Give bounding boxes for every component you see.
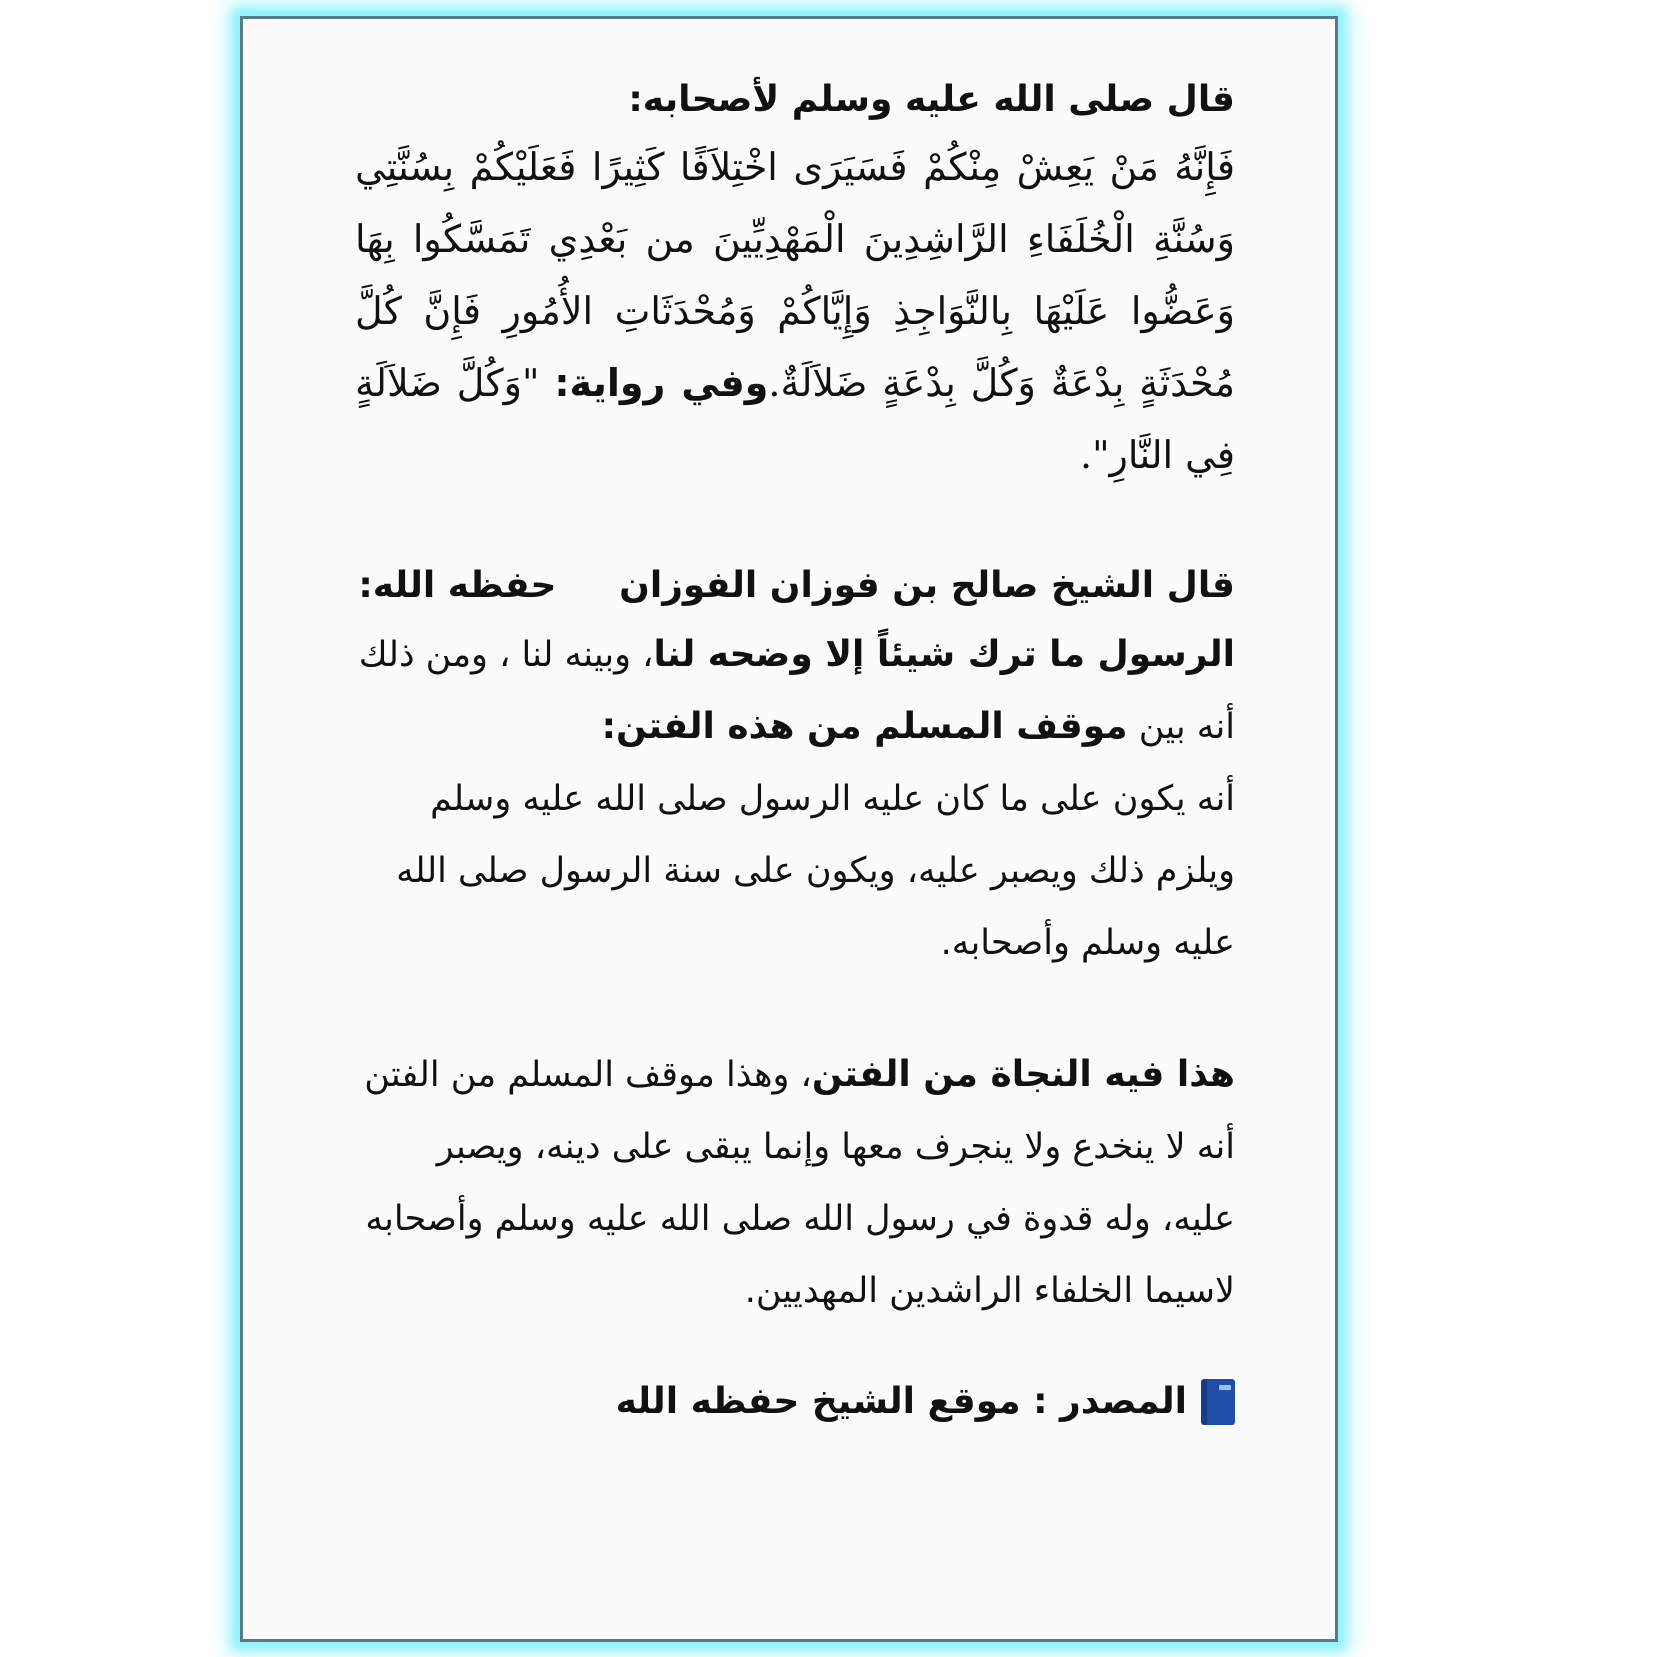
source-text: المصدر : موقع الشيخ حفظه الله (615, 1381, 1187, 1422)
blue-book-icon (1201, 1379, 1235, 1425)
conclusion-bold: هذا فيه النجاة من الفتن (811, 1054, 1235, 1095)
hadith-heading: قال صلى الله عليه وسلم لأصحابه: (628, 79, 1235, 120)
hadith-main-text: فَإِنَّهُ مَنْ يَعِشْ مِنْكُمْ فَسَيَرَى اخْتِلاَفًا كَثِيرًا فَعَلَيْكُمْ بِسُنَّتِي وَسُنَّةِ الْخُلَفَاءِ الرَّاشِدِينَ الْمَهْدِيِّينَ من بَعْدِي تَمَسَّكُوا بِهَا وَعَضُّوا عَلَيْهَا بِالنَّوَاجِذِ وَإِيَّاكُمْ وَمُحْدَثَاتِ الأُمُورِ فَإِنَّ كُلَّ مُحْدَثَةٍ بِدْعَةٌ وَكُلَّ بِدْعَةٍ ضَلاَلَةٌ. (355, 145, 1235, 405)
sheikh-bold-intro: الرسول ما ترك شيئاً إلا وضحه لنا (653, 634, 1235, 675)
conclusion-paragraph (355, 1039, 1235, 1327)
sheikh-intro (355, 619, 1235, 763)
sheikh-intro-rest: ، وبينه لنا ، ومن ذلك أنه بين (358, 635, 1235, 747)
document-card (240, 16, 1338, 1642)
narration-text: "وَكُلَّ ضَلاَلَةٍ فِي النَّارِ". (355, 361, 1235, 477)
sheikh-bold-topic: موقف المسلم من هذه الفتن: (601, 706, 1128, 747)
narration-label: وفي رواية: (554, 361, 769, 405)
hadith-text (355, 131, 1235, 491)
source-line (355, 1372, 1235, 1432)
document-content (355, 69, 1235, 1432)
sheikh-paragraph: أنه يكون على ما كان عليه الرسول صلى الله عليه وسلم ويلزم ذلك ويصبر عليه، ويكون على سنة الرسول صلى الله عليه وسلم وأصحابه. (396, 779, 1235, 963)
conclusion-rest: ، وهذا موقف المسلم من الفتن أنه لا ينخدع ولا ينجرف معها وإنما يبقى على دينه، ويصبر عليه، وله قدوة في رسول الله صلى الله عليه وسلم وأصحابه لاسيما الخلفاء الراشدين المهديين. (364, 1055, 1235, 1311)
sheikh-heading: قال الشيخ صالح بن فوزان الفوزان حفظه الله: (358, 565, 1235, 606)
